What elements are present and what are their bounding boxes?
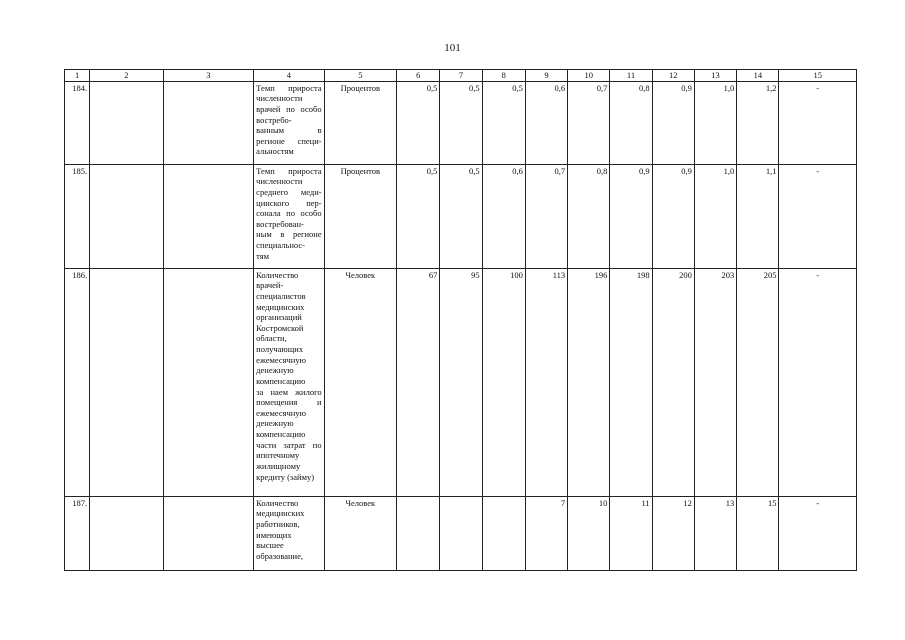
indicator-line: Темп прироста [256, 165, 322, 176]
indicator-line: востребо- [256, 114, 292, 125]
value-cell: 15 [737, 496, 779, 570]
indicator-line: тям [256, 250, 270, 261]
indicator-line: ежемесячную [256, 354, 306, 365]
value-cell: 0,6 [525, 81, 567, 164]
value-cell: 196 [568, 268, 610, 496]
unit-cell: Процентов [324, 81, 396, 164]
value-cell: 200 [652, 268, 694, 496]
value-cell: 13 [694, 496, 736, 570]
note-cell: - [779, 164, 857, 268]
indicator-table [64, 69, 857, 571]
row-number-cell: 187. [65, 496, 90, 570]
column-header: 1 [65, 70, 90, 82]
indicator-line: Количество [256, 269, 299, 280]
value-cell: 0,5 [397, 164, 440, 268]
table-row [65, 81, 857, 164]
empty-cell-col3 [163, 81, 254, 164]
table-header-row [65, 70, 857, 82]
column-header: 6 [397, 70, 440, 82]
indicator-line: жилищному [256, 460, 301, 471]
value-cell: 1,0 [694, 81, 736, 164]
row-number-cell: 185. [65, 164, 90, 268]
note-cell: - [779, 268, 857, 496]
page-number: 101 [444, 42, 461, 54]
indicator-line: врачей- [256, 280, 284, 291]
note-cell: - [779, 81, 857, 164]
indicator-line: Количество [256, 497, 299, 508]
indicator-line: организаций [256, 312, 302, 323]
value-cell: 0,5 [440, 164, 482, 268]
value-cell: 203 [694, 268, 736, 496]
indicator-line: работников, [256, 518, 300, 529]
value-cell: 0,5 [482, 81, 525, 164]
indicator-line: востребован- [256, 218, 304, 229]
value-cell [482, 496, 525, 570]
column-header: 3 [163, 70, 254, 82]
value-cell: 0,6 [482, 164, 525, 268]
column-header: 13 [694, 70, 736, 82]
value-cell: 0,9 [652, 164, 694, 268]
unit-cell: Человек [324, 268, 396, 496]
table-row [65, 496, 857, 570]
unit-cell: Процентов [324, 164, 396, 268]
indicator-line: цинского пер- [256, 197, 322, 208]
indicator-line: денежную [256, 418, 294, 429]
value-cell: 0,8 [610, 81, 652, 164]
value-cell [440, 496, 482, 570]
value-cell: 0,9 [652, 81, 694, 164]
value-cell: 1,1 [737, 164, 779, 268]
column-header: 9 [525, 70, 567, 82]
value-cell: 12 [652, 496, 694, 570]
indicator-name-cell [254, 164, 324, 268]
note-cell: - [779, 496, 857, 570]
indicator-line: специалистов [256, 290, 306, 301]
column-header: 7 [440, 70, 482, 82]
row-number-cell: 186. [65, 268, 90, 496]
table-row [65, 164, 857, 268]
indicator-line: ванным в [256, 125, 322, 136]
indicator-name-cell [254, 496, 324, 570]
indicator-line: сонала по особо [256, 208, 322, 219]
indicator-line: медицинских [256, 301, 305, 312]
value-cell: 113 [525, 268, 567, 496]
indicator-line: Костромской [256, 322, 304, 333]
indicator-line: медицинских [256, 508, 305, 519]
indicator-line: имеющих [256, 529, 292, 540]
value-cell: 1,2 [737, 81, 779, 164]
value-cell: 100 [482, 268, 525, 496]
empty-cell-col3 [163, 164, 254, 268]
value-cell: 95 [440, 268, 482, 496]
indicator-line: высшее [256, 540, 284, 551]
indicator-line: численности [256, 93, 303, 104]
indicator-line: врачей по особо [256, 103, 322, 114]
empty-cell-col3 [163, 496, 254, 570]
unit-cell: Человек [324, 496, 396, 570]
value-cell: 0,8 [568, 164, 610, 268]
indicator-line: компенсацию [256, 429, 306, 439]
indicator-name-cell [254, 81, 324, 164]
indicator-line: компенсацию [256, 375, 306, 386]
indicator-line: Темп прироста [256, 82, 322, 93]
indicator-line: среднего меди- [256, 186, 322, 197]
indicator-line: ежемесячную [256, 407, 306, 418]
value-cell: 1,0 [694, 164, 736, 268]
indicator-line: специальнос- [256, 240, 305, 250]
value-cell: 11 [610, 496, 652, 570]
value-cell: 10 [568, 496, 610, 570]
empty-cell-col2 [90, 81, 163, 164]
value-cell: 0,9 [610, 164, 652, 268]
column-header: 10 [568, 70, 610, 82]
column-header: 12 [652, 70, 694, 82]
indicator-line: ным в регионе [256, 229, 322, 240]
value-cell: 0,5 [440, 81, 482, 164]
indicator-line: альностям [256, 146, 294, 157]
column-header: 2 [90, 70, 163, 82]
indicator-line: за наем жилого [256, 386, 322, 397]
value-cell: 0,5 [397, 81, 440, 164]
value-cell: 67 [397, 268, 440, 496]
indicator-line: ипотечному [256, 450, 300, 461]
empty-cell-col2 [90, 496, 163, 570]
value-cell: 7 [525, 496, 567, 570]
indicator-name-cell [254, 268, 324, 496]
empty-cell-col3 [163, 268, 254, 496]
indicator-line: численности [256, 176, 303, 187]
indicator-line: получающих [256, 344, 304, 354]
value-cell [397, 496, 440, 570]
column-header: 11 [610, 70, 652, 82]
value-cell: 0,7 [568, 81, 610, 164]
empty-cell-col2 [90, 164, 163, 268]
table-row [65, 268, 857, 496]
indicator-line: образование, [256, 550, 303, 561]
row-number-cell: 184. [65, 81, 90, 164]
value-cell: 198 [610, 268, 652, 496]
indicator-line: кредиту (займу) [256, 471, 315, 482]
column-header: 15 [779, 70, 857, 82]
indicator-line: помещения и [256, 397, 322, 408]
value-cell: 205 [737, 268, 779, 496]
indicator-line: области, [256, 333, 287, 344]
column-header: 4 [254, 70, 324, 82]
column-header: 14 [737, 70, 779, 82]
indicator-line: денежную [256, 365, 294, 376]
indicator-line: регионе специ- [256, 135, 322, 146]
column-header: 8 [482, 70, 525, 82]
indicator-line: части затрат по [256, 439, 322, 450]
column-header: 5 [324, 70, 396, 82]
value-cell: 0,7 [525, 164, 567, 268]
empty-cell-col2 [90, 268, 163, 496]
